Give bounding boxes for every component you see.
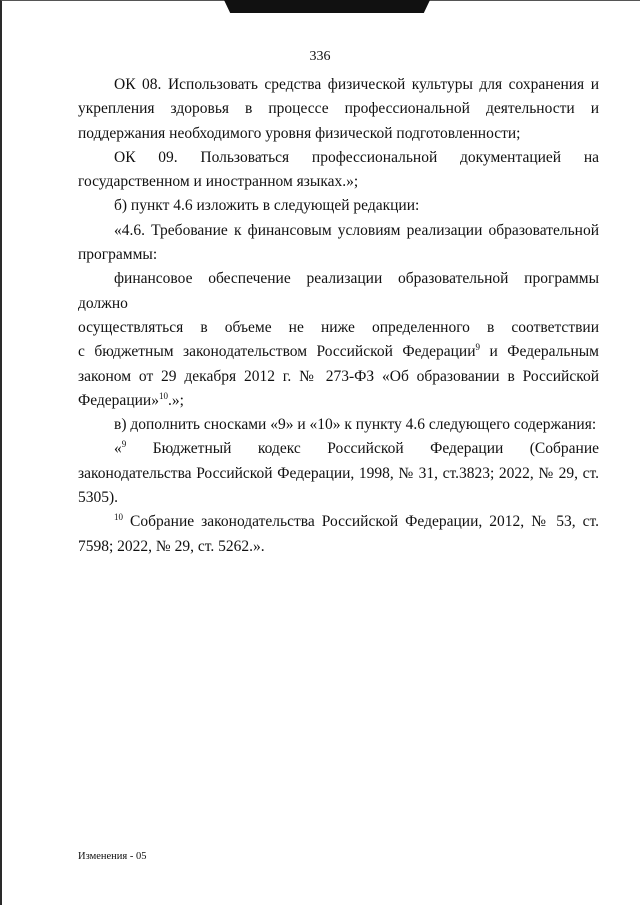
footnote-9-marker: 9 [121,439,127,450]
footnote-10 [78,510,599,559]
paragraph-ok08: ОК 08. Использовать средства физической культуры для сохранения и укрепления здоровья в процессе профессиональной деятельности и поддержания необходимого уровня физической подготовленности; [78,76,599,142]
footnote-9 [78,437,599,510]
page-number: 336 [309,49,331,64]
footnote-10-marker: 10 [114,512,123,523]
financing-text-end: .»; [167,391,184,409]
revision-footer: Изменения - 05 [78,851,147,862]
footnote-9-text: Бюджетный кодекс Российской Федерации (Собрание законодательства Российской Федерации, 1998, № 31, ст.3823; 2022, № 29, ст. 5305). [78,440,599,507]
paragraph-ok09: ОК 09. Пользоваться профессиональной документацией на государственном и иностранном языках.»; [78,148,599,191]
footnote-10-text: Собрание законодательства Российской Федерации, 2012, № 53, ст. 7598; 2022, № 29, ст. 5262.». [78,513,599,555]
financing-text-b: и Федеральным законом от 29 декабря 2012 г. № 273-ФЗ «Об образовании в Российской Федерации» [78,343,599,409]
paragraph-item-v: в) дополнить сносками «9» и «10» к пункту 4.6 следующего содержания: [114,416,597,434]
scan-artifact [224,0,430,13]
document-body [78,73,599,559]
paragraph-requirement-title: «4.6. Требование к финансовым условиям реализации образовательной программы: [78,221,599,264]
footnote-9-open-quote: « [114,440,122,458]
paragraph-item-b: б) пункт 4.6 изложить в следующей редакции: [114,197,420,215]
footnote-ref-9: 9 [475,342,481,353]
paragraph-financing-line2: осуществляться в объеме не ниже определенного в соответствии [78,318,599,336]
footnote-ref-10: 10 [158,390,168,401]
paragraph-financing-line3 [78,340,599,413]
financing-text-a: с бюджетным законодательством Российской Федерации [78,343,476,361]
paragraph-financing-line1: финансовое обеспечение реализации образовательной программы должно [78,270,599,312]
